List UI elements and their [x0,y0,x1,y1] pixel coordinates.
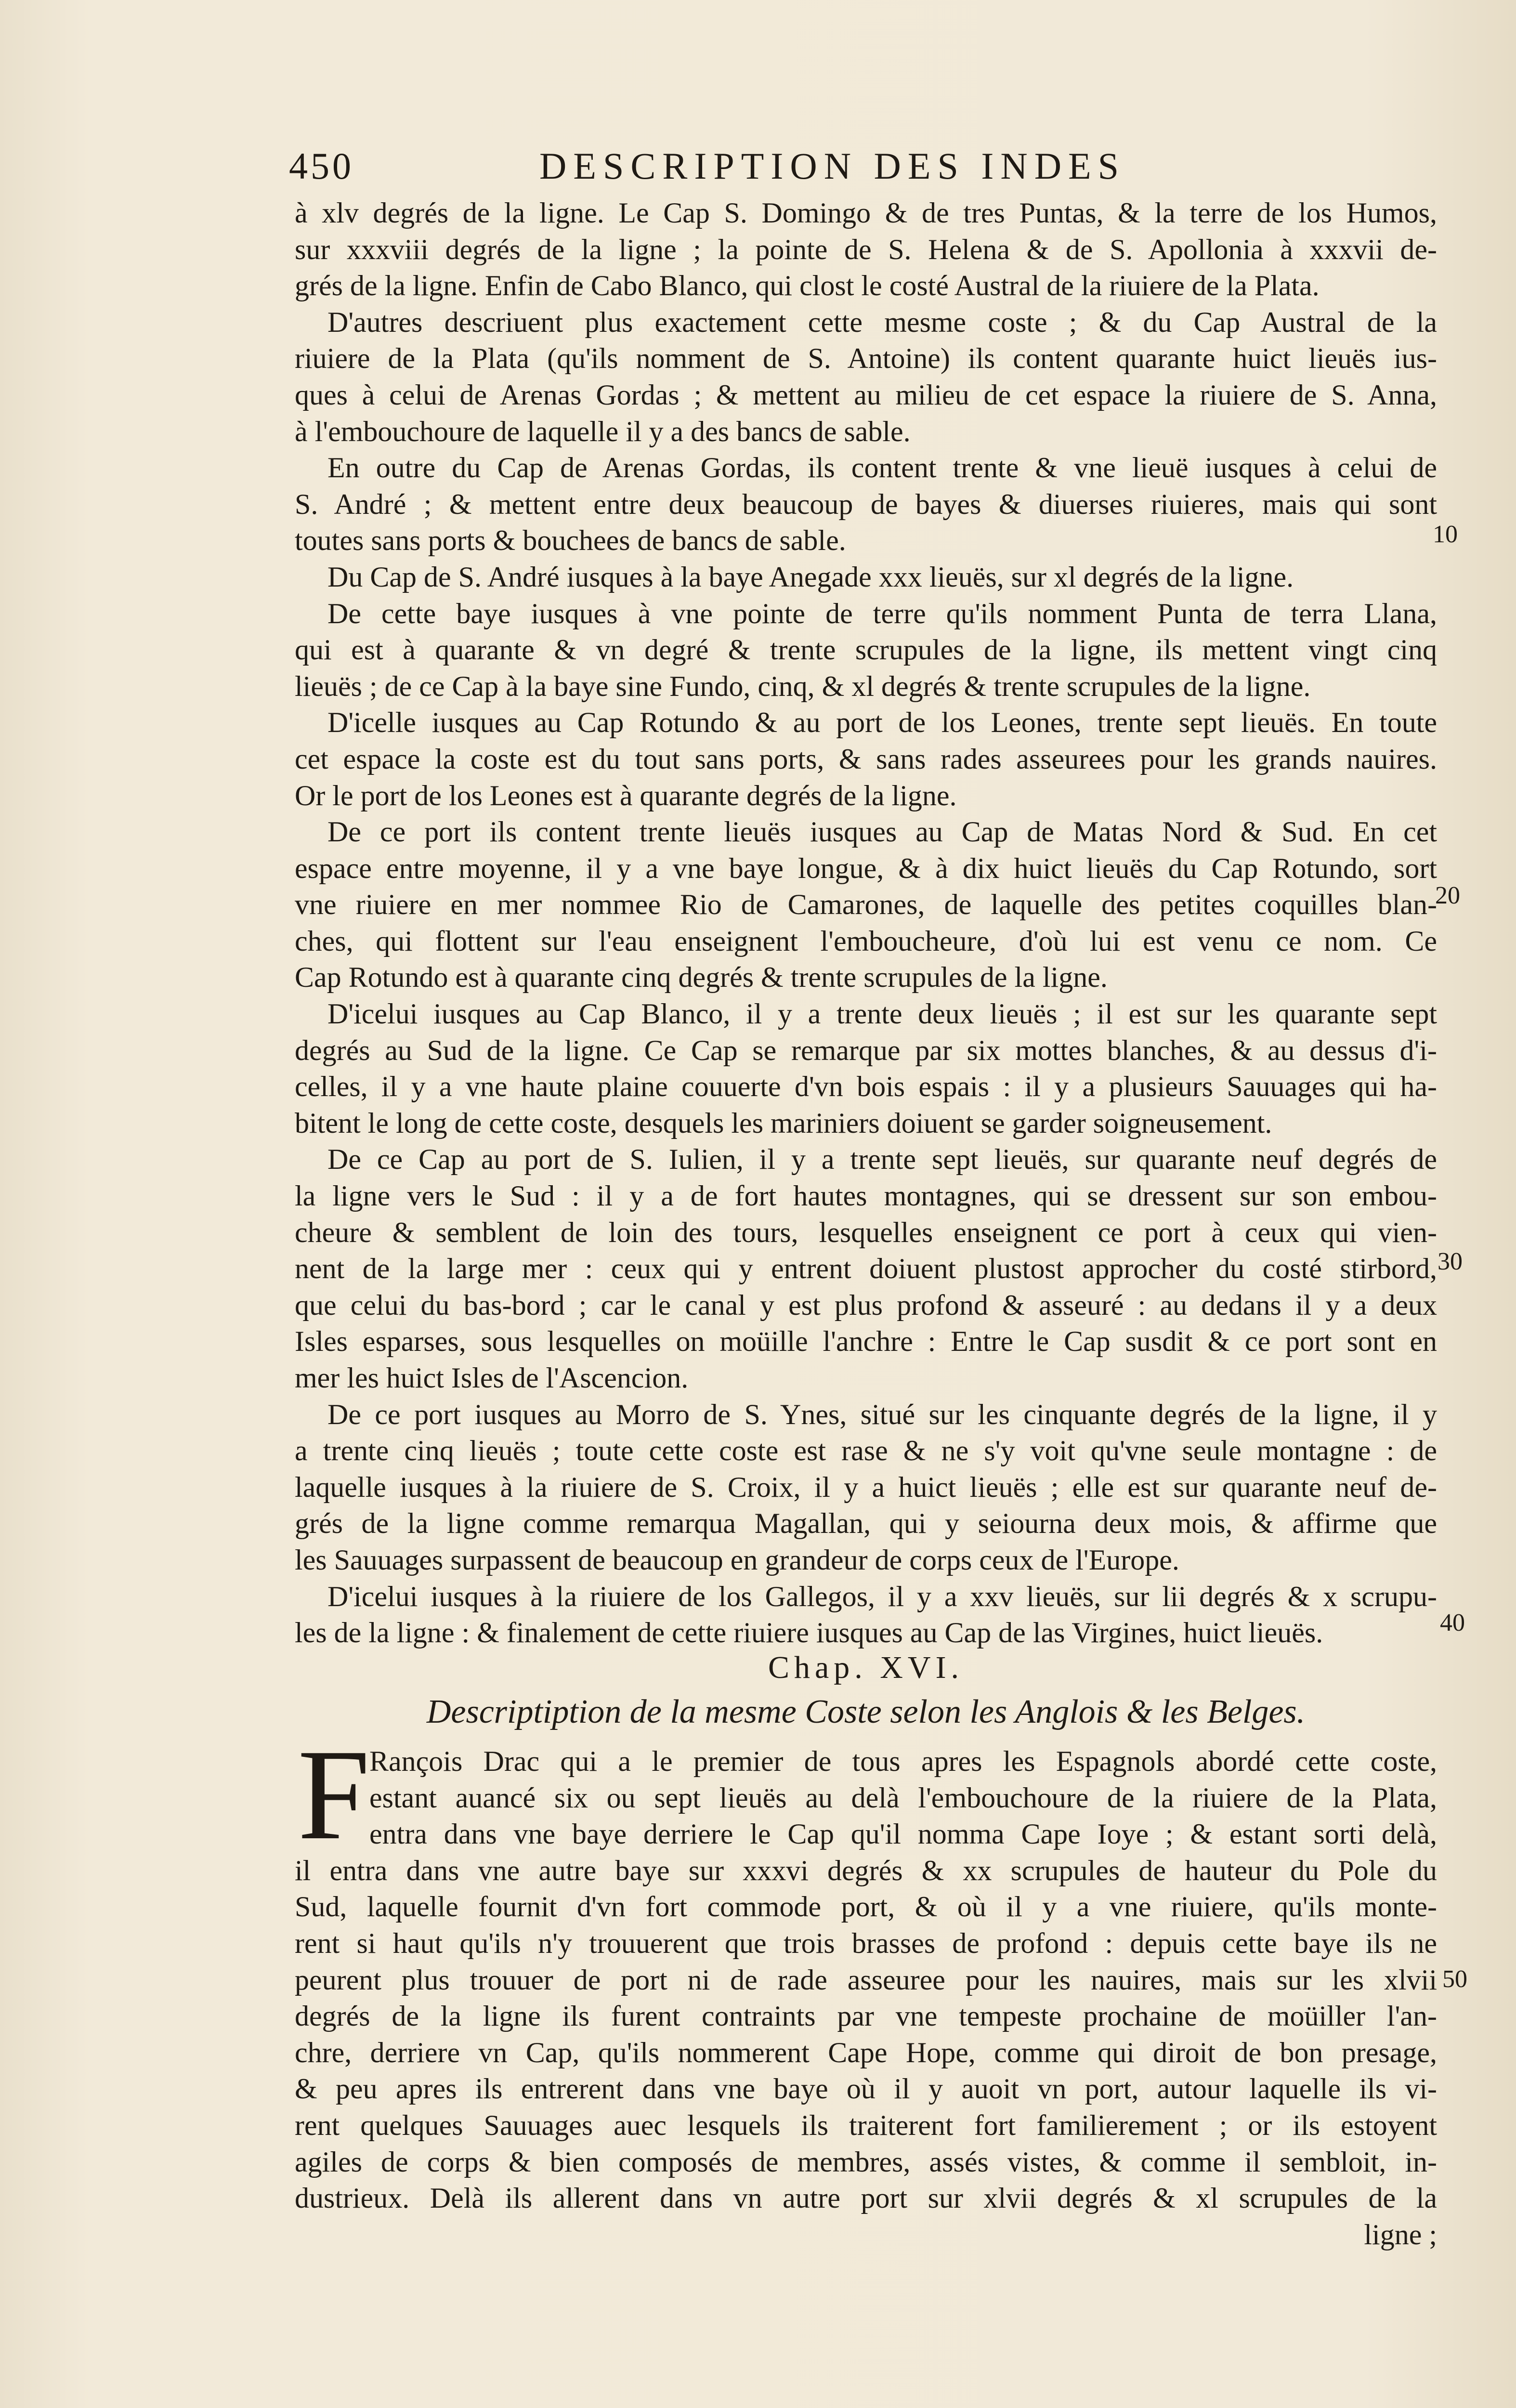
text-line: vne riuiere en mer nommee Rio de Camarones, de laquelle des petites coquilles blan- [295,889,1437,921]
running-title: DESCRIPTION DES INDES [539,145,1126,187]
text-line: les de la ligne : & finalement de cette riuiere iusques au Cap de las Virgines, huict lieuës. [295,1617,1323,1649]
drop-cap: F [298,1723,370,1867]
text-line: grés de la ligne comme remarqua Magallan, qui y seiourna deux mois, & affirme que [295,1507,1437,1540]
text-line: Du Cap de S. André iusques à la baye Anegade xxx lieuës, sur xl degrés de la ligne. [327,561,1294,593]
line-number-30: 30 [1438,1248,1463,1275]
chapter-text-line: chre, derriere vn Cap, qu'ils nommerent Cape Hope, comme qui diroit de bon presage, [295,2036,1437,2068]
chapter-text-line: Sud, laquelle fournit d'vn fort commode port, & où il y a vne riuiere, qu'ils monte- [295,1891,1437,1923]
text-line: espace entre moyenne, il y a vne baye longue, & à dix huict lieuës du Cap Rotundo, sort [295,852,1437,884]
text-line: cheure & semblent de loin des tours, lesquelles enseignent ce port à ceux qui vien- [295,1216,1437,1248]
text-line: la ligne vers le Sud : il y a de fort hautes montagnes, qui se dressent sur son embou- [295,1180,1437,1212]
text-line: Isles esparses, sous lesquelles on moüille l'anchre : Entre le Cap susdit & ce port sont en [295,1325,1437,1358]
text-line: De cette baye iusques à vne pointe de terre qu'ils nomment Punta de terra Llana, [327,597,1437,629]
text-line: D'icelle iusques au Cap Rotundo & au port de los Leones, trente sept lieuës. En toute [327,707,1437,739]
text-line: D'icelui iusques à la riuiere de los Gallegos, il y a xxv lieuës, sur lii degrés & x scrupu- [327,1580,1437,1612]
chapter-text-line: Rançois Drac qui a le premier de tous apres les Espagnols abordé cette coste, [369,1745,1437,1777]
text-line: laquelle iusques à la riuiere de S. Croix, il y a huict lieuës ; elle est sur quarante neuf de- [295,1471,1437,1503]
text-line: ques à celui de Arenas Gordas ; & mettent au milieu de cet espace la riuiere de S. Anna, [295,379,1437,411]
text-line: D'autres descriuent plus exactement cette mesme coste ; & du Cap Austral de la [327,306,1437,338]
chapter-heading: Chap. XVI. [768,1650,964,1685]
text-line: mer les huict Isles de l'Ascencion. [295,1362,689,1394]
text-line: S. André ; & mettent entre deux beaucoup de bayes & diuerses riuieres, mais qui sont [295,488,1437,520]
chapter-text-line: ligne ; [1364,2218,1437,2251]
line-number-10: 10 [1433,521,1458,548]
text-line: De ce port iusques au Morro de S. Ynes, situé sur les cinquante degrés de la ligne, il y [327,1398,1437,1430]
chapter-text-line: rent quelques Sauuages auec lesquels ils traiterent fort familierement ; or ils estoyent [295,2109,1437,2141]
chapter-text-line: rent si haut qu'ils n'y trouuerent que trois brasses de profond : depuis cette baye ils ne [295,1927,1437,1959]
text-line: sur xxxviii degrés de la ligne ; la pointe de S. Helena & de S. Apollonia à xxxvii de- [295,233,1437,265]
chapter-text-line: il entra dans vne autre baye sur xxxvi degrés & xx scrupules de hauteur du Pole du [295,1854,1437,1886]
text-line: riuiere de la Plata (qu'ils nomment de S. Antoine) ils content quarante huict lieuës ius- [295,342,1437,375]
text-line: De ce Cap au port de S. Iulien, il y a trente sept lieuës, sur quarante neuf degrés de [327,1143,1437,1176]
chapter-text-line: & peu apres ils entrerent dans vne baye où il y auoit vn port, autour laquelle ils vi- [295,2073,1437,2105]
text-line: bitent le long de cette coste, desquels les mariniers doiuent se garder soigneusement. [295,1107,1272,1139]
text-line: degrés au Sud de la ligne. Ce Cap se remarque par six mottes blanches, & au dessus d'i- [295,1034,1437,1066]
text-line: Cap Rotundo est à quarante cinq degrés & trente scrupules de la ligne. [295,961,1108,994]
text-line: que celui du bas-bord ; car le canal y est plus profond & asseuré : au dedans il y a deux [295,1289,1437,1321]
text-line: D'icelui iusques au Cap Blanco, il y a trente deux lieuës ; il est sur les quarante sept [327,998,1437,1030]
chapter-text-line: agiles de corps & bien composés de membres, assés vistes, & comme il sembloit, in- [295,2146,1437,2178]
text-line: lieuës ; de ce Cap à la baye sine Fundo, cinq, & xl degrés & trente scrupules de la ligne. [295,670,1311,702]
page-number: 450 [289,145,354,187]
chapter-text-line: dustrieux. Delà ils allerent dans vn autre port sur xlvii degrés & xl scrupules de la [295,2182,1437,2214]
line-number-20: 20 [1435,882,1460,909]
chapter-text [295,1723,1437,2253]
text-line: cet espace la coste est du tout sans ports, & sans rades asseurees pour les grands nauires. [295,743,1437,775]
line-number-40: 40 [1440,1609,1465,1636]
chapter-text-line: degrés de la ligne ils furent contraints par vne tempeste prochaine de moüiller l'an- [295,2000,1437,2032]
text-line: qui est à quarante & vn degré & trente scrupules de la ligne, ils mettent vingt cinq [295,634,1437,666]
text-line: à l'embouchoure de laquelle il y a des bancs de sable. [295,415,911,447]
chapter-text-line: entra dans vne baye derriere le Cap qu'il nomma Cape Ioye ; & estant sorti delà, [369,1818,1437,1850]
text-line: les Sauuages surpassent de beaucoup en grandeur de corps ceux de l'Europe. [295,1544,1179,1576]
text-line: nent de la large mer : ceux qui y entrent doiuent plustost approcher du costé stirbord, [295,1253,1437,1285]
text-line: ches, qui flottent sur l'eau enseignent l'emboucheure, d'où lui est venu ce nom. Ce [295,925,1437,957]
chapter-text-line: peurent plus trouuer de port ni de rade asseuree pour les nauires, mais sur les xlvii [295,1963,1437,1996]
text-line: a trente cinq lieuës ; toute cette coste est rase & ne s'y voit qu'vne seule montagne : de [295,1435,1437,1467]
line-number-50: 50 [1442,1965,1467,1993]
text-line: grés de la ligne. Enfin de Cabo Blanco, qui clost le costé Austral de la riuiere de la Plata. [295,270,1320,302]
text-line: celles, il y a vne haute plaine couuerte d'vn bois espais : il y a plusieurs Sauuages qui ha- [295,1071,1437,1103]
text-line: toutes sans ports & bouchees de bancs de sable. [295,524,846,557]
text-line: à xlv degrés de la ligne. Le Cap S. Domingo & de tres Puntas, & la terre de los Humos, [295,197,1437,229]
chapter-title: Descriptiption de la mesme Coste selon les Anglois & les Belges. [426,1693,1306,1730]
page-header [289,144,1252,202]
chapter-text-line: estant auancé six ou sept lieuës au delà l'embouchoure de la riuiere de la Plata, [369,1781,1437,1814]
text-line: Or le port de los Leones est à quarante degrés de la ligne. [295,779,957,811]
text-line: De ce port ils content trente lieuës iusques au Cap de Matas Nord & Sud. En cet [327,816,1437,848]
body-text [295,195,1437,1651]
text-line: En outre du Cap de Arenas Gordas, ils content trente & vne lieuë iusques à celui de [327,452,1437,484]
